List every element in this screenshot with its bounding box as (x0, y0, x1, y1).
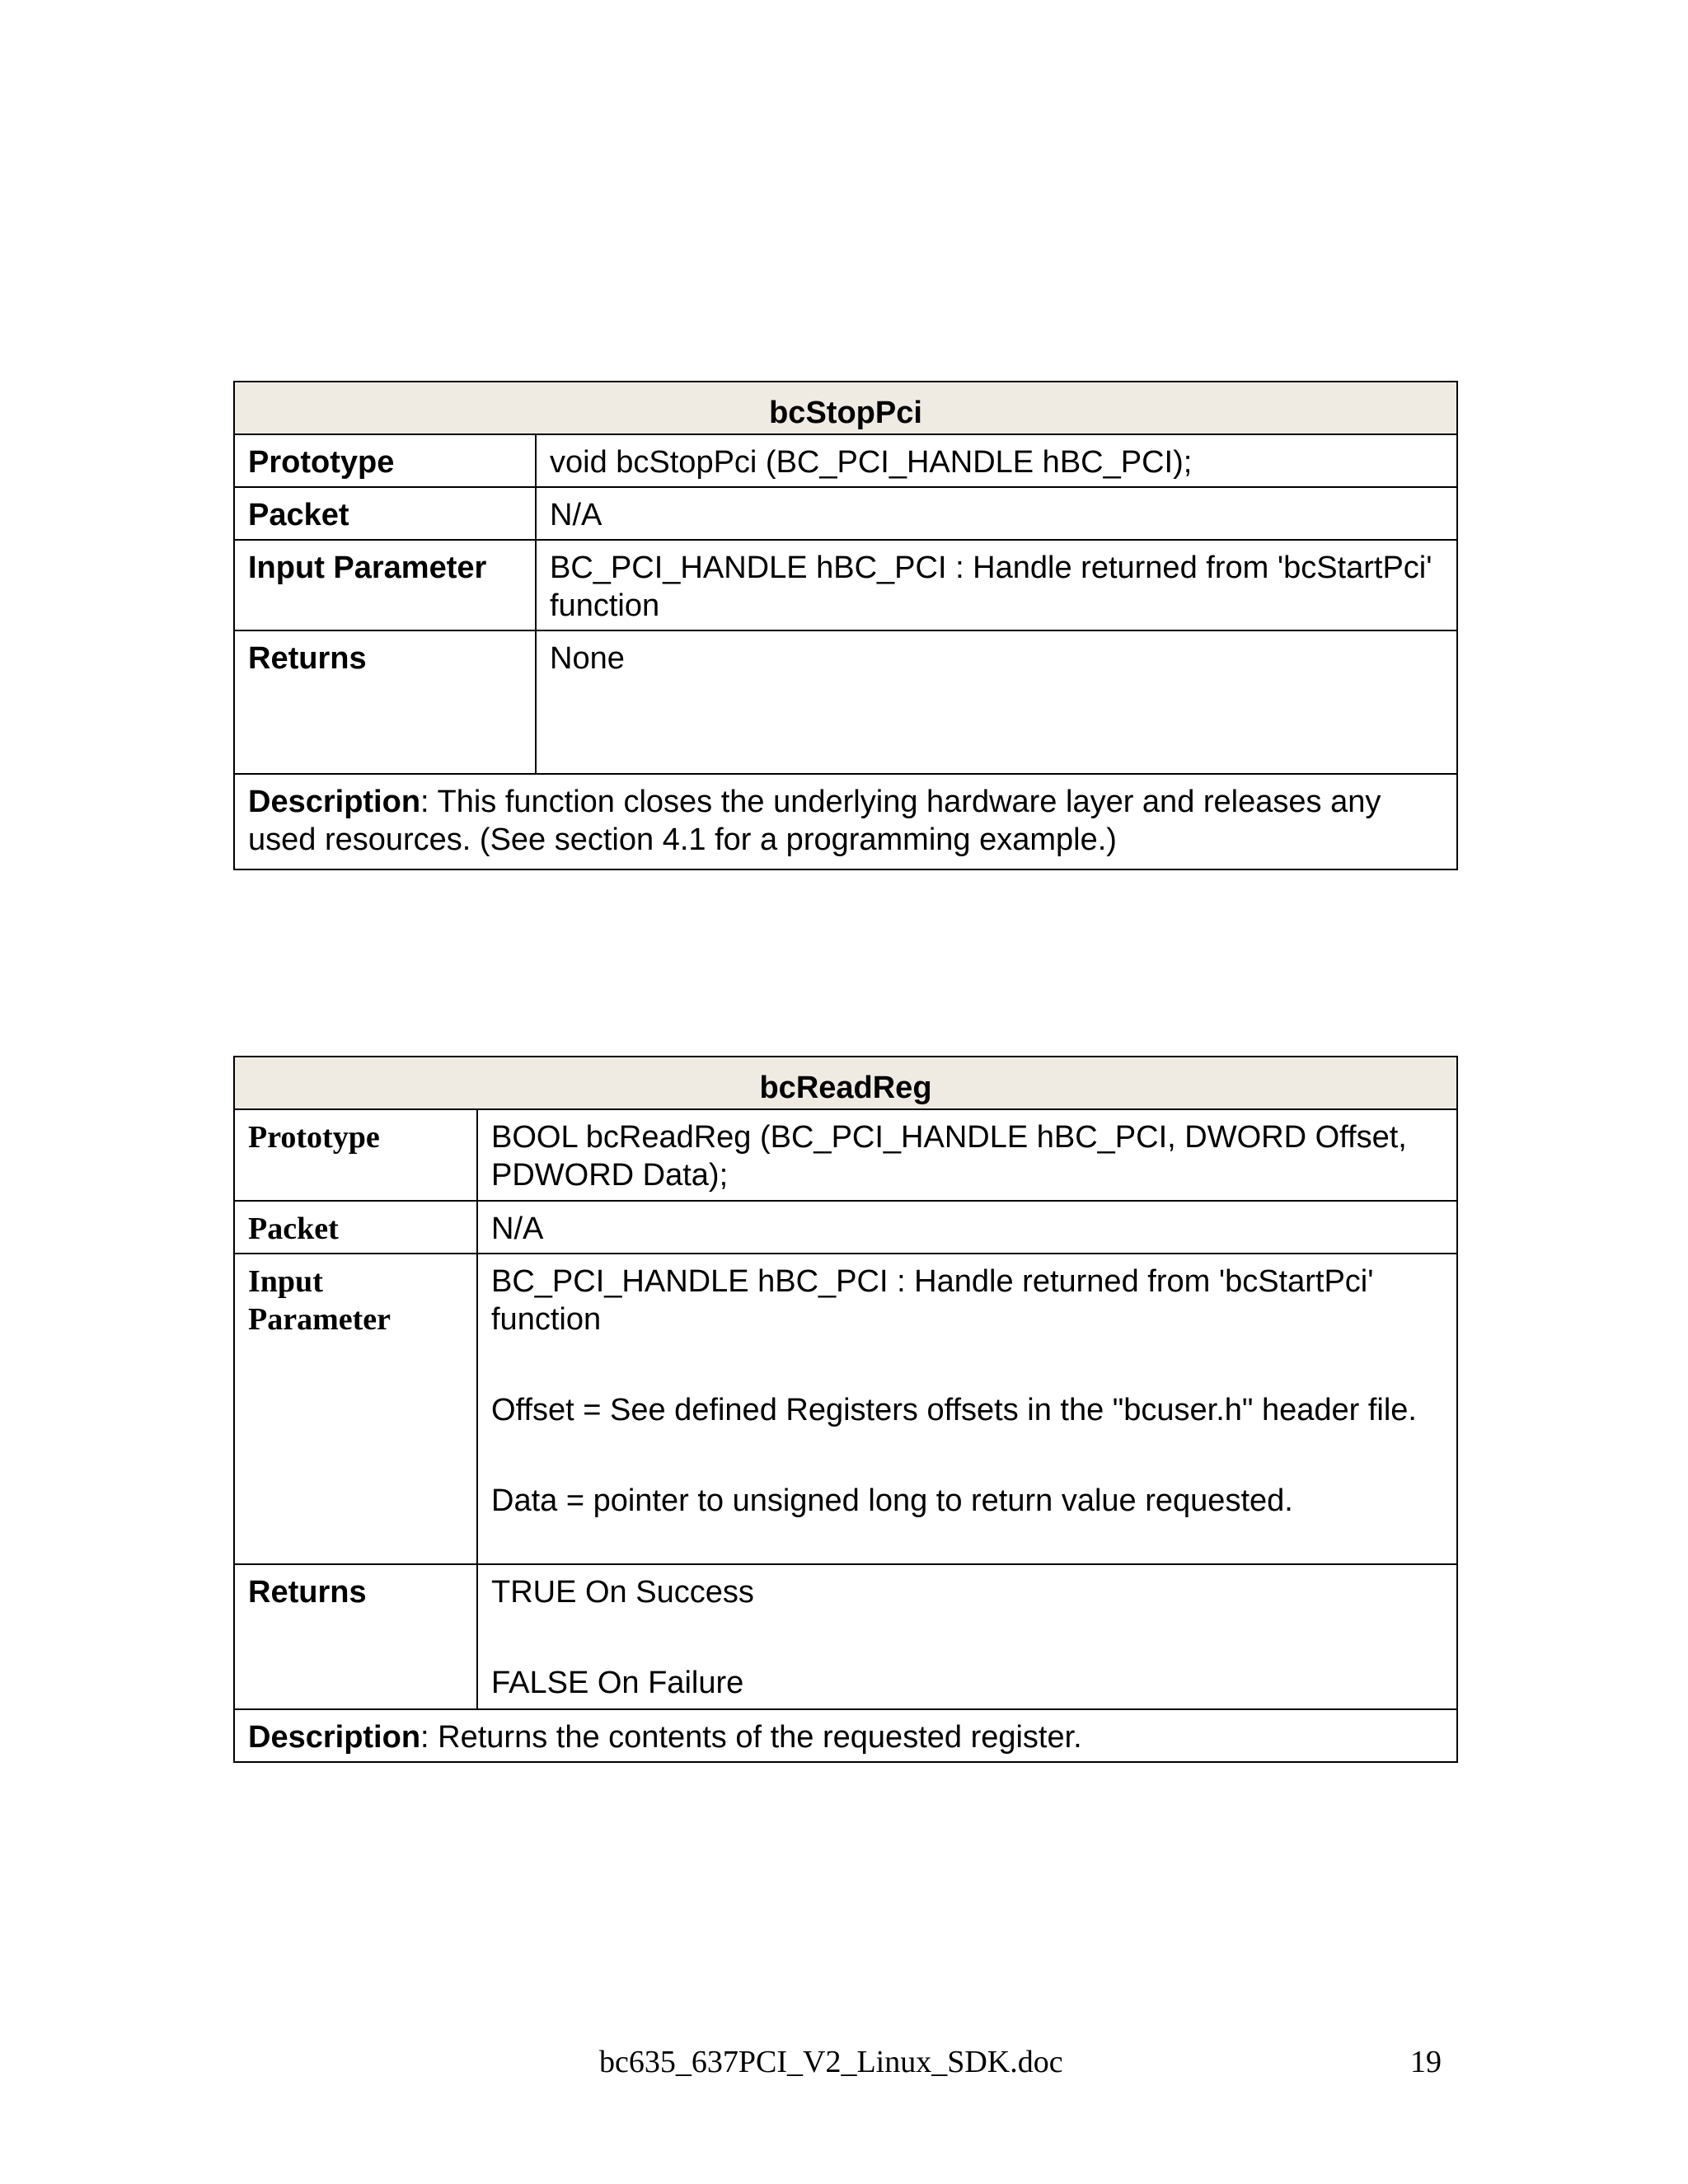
row-value-input-parameter: BC_PCI_HANDLE hBC_PCI : Handle returned from 'bcStartPci' function (536, 540, 1457, 630)
footer-page-number: 19 (1410, 2045, 1442, 2079)
row-value-prototype: void bcStopPci (BC_PCI_HANDLE hBC_PCI); (536, 434, 1457, 487)
description-cell (234, 1709, 1457, 1762)
table-title: bcStopPci (234, 382, 1457, 434)
row-value-packet: N/A (536, 487, 1457, 540)
row-value-input-parameter (477, 1254, 1457, 1564)
row-value-returns: None (536, 630, 1457, 774)
row-label-input-parameter: Input Parameter (234, 540, 536, 630)
function-table-bcstoppci (233, 381, 1458, 870)
description-label: Description (248, 785, 421, 819)
row-label-returns: Returns (234, 1564, 477, 1709)
table-title: bcReadReg (234, 1057, 1457, 1109)
row-label-packet: Packet (234, 1201, 477, 1254)
row-value-prototype: BOOL bcReadReg (BC_PCI_HANDLE hBC_PCI, DWORD Offset, PDWORD Data); (477, 1109, 1457, 1201)
function-table-bcreadreg (233, 1056, 1458, 1763)
row-label-input-parameter: Input Parameter (234, 1254, 477, 1564)
description-cell (234, 774, 1457, 869)
row-value-packet: N/A (477, 1201, 1457, 1254)
return-true: TRUE On Success (491, 1575, 754, 1610)
footer-document-name: bc635_637PCI_V2_Linux_SDK.doc (599, 2045, 1063, 2079)
row-value-returns (477, 1564, 1457, 1709)
description-text: : This function closes the underlying hardware layer and releases any used resources. (See section 4.1 for a programming example.) (248, 785, 1381, 857)
description-label: Description (248, 1720, 421, 1755)
param-handle: BC_PCI_HANDLE hBC_PCI : Handle returned from 'bcStartPci' function (491, 1264, 1374, 1337)
return-false: FALSE On Failure (491, 1666, 744, 1700)
row-label-prototype: Prototype (234, 1109, 477, 1201)
param-offset: Offset = See defined Registers offsets in the "bcuser.h" header file. (491, 1393, 1417, 1427)
row-label-returns: Returns (234, 630, 536, 774)
param-data: Data = pointer to unsigned long to return value requested. (491, 1483, 1293, 1518)
description-text: : Returns the contents of the requested register. (420, 1720, 1082, 1755)
row-label-prototype: Prototype (234, 434, 536, 487)
row-label-packet: Packet (234, 487, 536, 540)
